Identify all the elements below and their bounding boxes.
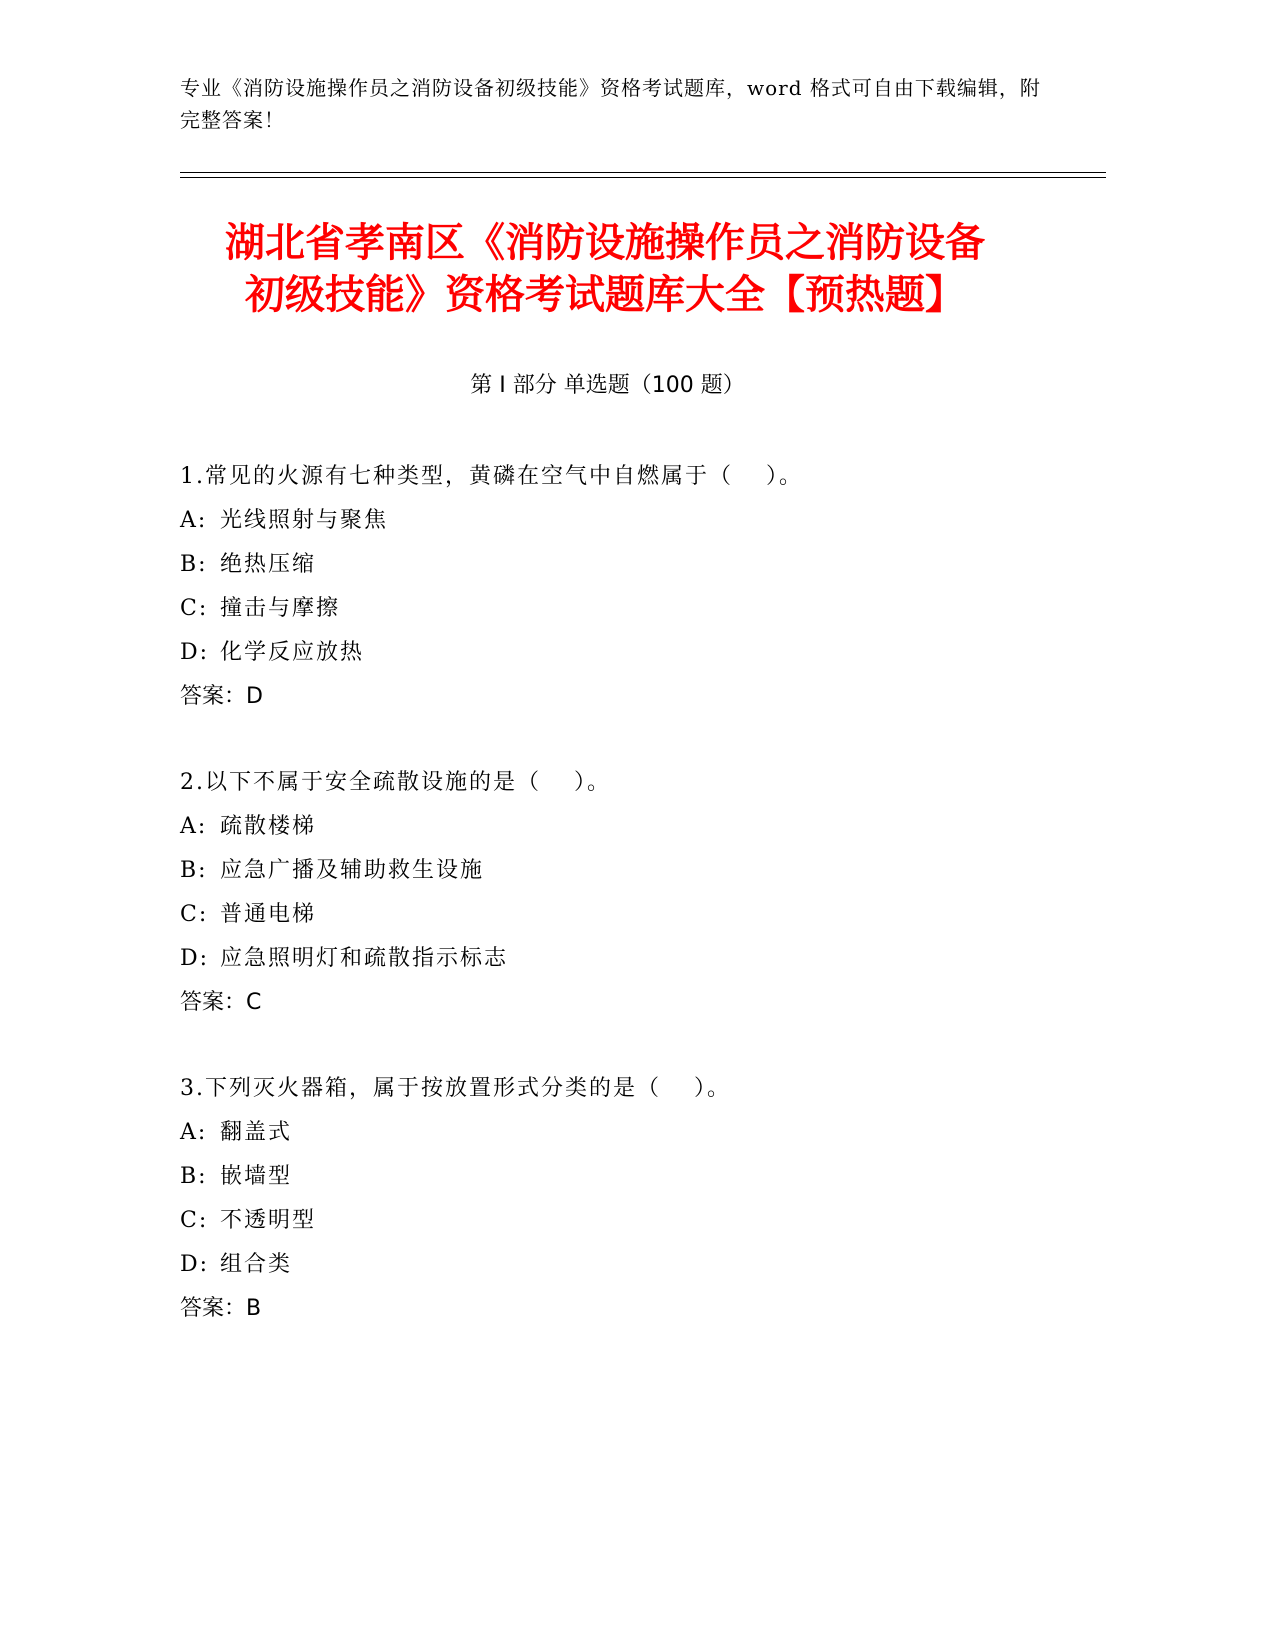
option-text: 嵌墙型: [220, 1164, 293, 1189]
question-2: [180, 761, 1110, 1025]
option-letter: C:: [180, 596, 209, 621]
header-note: 专业《消防设施操作员之消防设备初级技能》资格考试题库，word 格式可自由下载编辑，附完整答案！: [180, 76, 1041, 132]
option-letter: B:: [180, 552, 208, 577]
option-a: [180, 805, 1110, 849]
answer-value: B: [246, 1296, 262, 1321]
option-text: 撞击与摩擦: [220, 596, 341, 621]
option-letter: A:: [180, 814, 208, 839]
option-a: [180, 499, 1110, 543]
option-text: 疏散楼梯: [220, 814, 317, 839]
question-stem: 2.以下不属于安全疏散设施的是（ ）。: [180, 770, 611, 795]
document-title-line-2: 初级技能》资格考试题库大全【预热题】: [245, 272, 965, 318]
option-letter: C:: [180, 902, 209, 927]
option-a: [180, 1111, 1110, 1155]
option-text: 绝热压缩: [220, 552, 317, 577]
answer-label: 答案：: [180, 990, 247, 1015]
option-letter: A:: [180, 508, 208, 533]
option-letter: D:: [180, 1252, 210, 1277]
answer-line: [180, 981, 1110, 1025]
option-text: 应急广播及辅助救生设施: [220, 858, 485, 883]
option-letter: B:: [180, 858, 208, 883]
option-d: [180, 1243, 1110, 1287]
option-d: [180, 937, 1110, 981]
answer-label: 答案：: [180, 1296, 247, 1321]
question-3: [180, 1067, 1110, 1331]
option-b: [180, 849, 1110, 893]
option-letter: D:: [180, 640, 210, 665]
question-stem: 3.下列灭火器箱，属于按放置形式分类的是（ ）。: [180, 1076, 731, 1101]
option-text: 光线照射与聚焦: [220, 508, 389, 533]
option-letter: C:: [180, 1208, 209, 1233]
option-letter: D:: [180, 946, 210, 971]
document-title: [170, 217, 1040, 321]
header-divider-top: [180, 172, 1106, 173]
option-text: 组合类: [220, 1252, 293, 1277]
option-c: [180, 587, 1110, 631]
answer-line: [180, 1287, 1110, 1331]
header-divider-bottom: [180, 177, 1106, 178]
option-b: [180, 1155, 1110, 1199]
option-c: [180, 1199, 1110, 1243]
option-letter: A:: [180, 1120, 208, 1145]
option-b: [180, 543, 1110, 587]
option-text: 不透明型: [220, 1208, 317, 1233]
option-text: 化学反应放热: [220, 640, 365, 665]
answer-label: 答案：: [180, 684, 247, 709]
answer-line: [180, 675, 1110, 719]
option-text: 应急照明灯和疏散指示标志: [220, 946, 509, 971]
question-list: [180, 455, 1110, 1373]
answer-value: C: [246, 990, 262, 1015]
answer-value: D: [246, 684, 263, 709]
option-text: 普通电梯: [220, 902, 317, 927]
option-letter: B:: [180, 1164, 208, 1189]
question-1: [180, 455, 1110, 719]
question-stem: 1.常见的火源有七种类型，黄磷在空气中自燃属于（ ）。: [180, 464, 803, 489]
section-heading: 第 I 部分 单选题（100 题）: [470, 373, 745, 398]
option-text: 翻盖式: [220, 1120, 293, 1145]
option-d: [180, 631, 1110, 675]
option-c: [180, 893, 1110, 937]
document-title-line-1: 湖北省孝南区《消防设施操作员之消防设备: [225, 220, 985, 266]
